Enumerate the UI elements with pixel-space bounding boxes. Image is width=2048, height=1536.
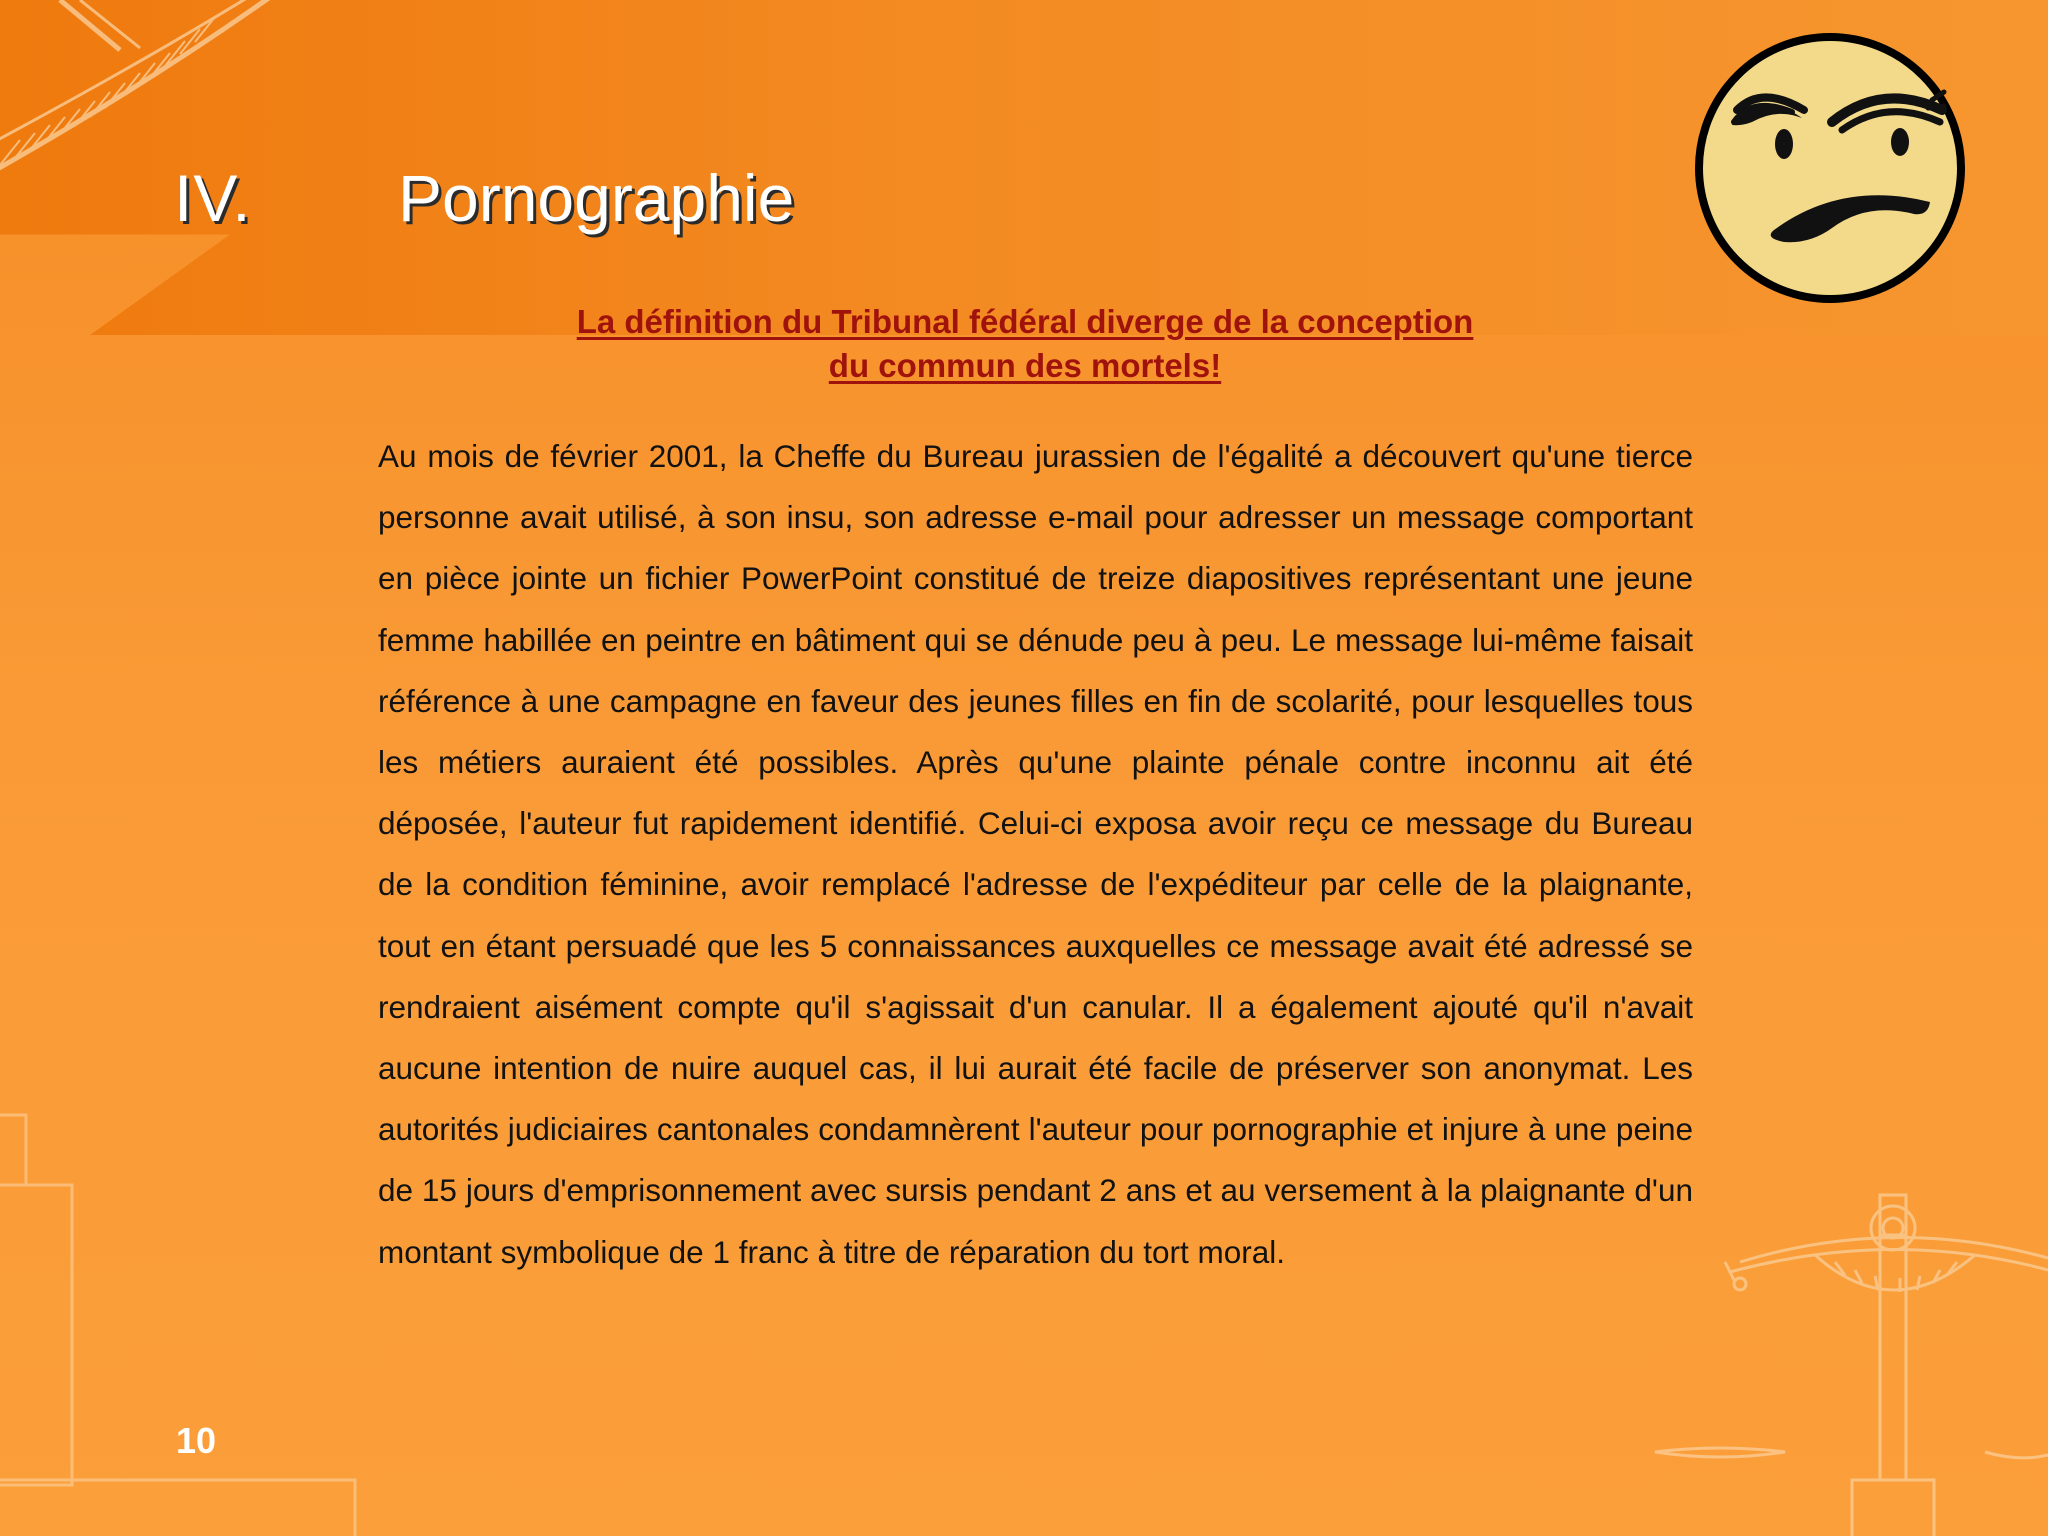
body-paragraph: Au mois de février 2001, la Cheffe du Bureau jurassien de l'égalité a découvert qu'une tierce personne avait utilisé, à son insu, son adresse e-mail pour adresser un message comportant en pièce jointe un fichier PowerPoint constitué de treize diapositives représentant une jeune femme habillée en peintre en bâtiment qui se dénude peu à peu. Le message lui-même faisait référence à une campagne en faveur des jeunes filles en fin de scolarité, pour lesquelles tous les métiers auraient été possibles. Après qu'une plainte pénale contre inconnu ait été déposée, l'auteur fut rapidement identifié. Celui-ci exposa avoir reçu ce message du Bureau de la condition féminine, avoir remplacé l'adresse de l'expéditeur par celle de la plaignante, tout en étant persuadé que les 5 connaissances auxquelles ce message avait été adressé se rendraient aisément compte qu'il s'agissait d'un canular. Il a également ajouté qu'il n'avait aucune intention de nuire auquel cas, il lui aurait été facile de préserver son anonymat. Les autorités judiciaires cantonales condamnèrent l'auteur pour pornographie et injure à une peine de 15 jours d'emprisonnement avec sursis pendant 2 ans et au versement à la plaignante d'un montant symbolique de 1 franc à titre de réparation du tort moral. [378,438,1693,1270]
scales-of-justice-icon [1655,1195,2048,1536]
section-number: IV. [174,161,252,235]
grumpy-face-icon [1692,30,1968,306]
slide-subtitle: La définition du Tribunal fédéral diverge de la conception du commun des mortels! [576,303,1474,384]
podium-outline-icon [0,1115,355,1536]
slide-title: Pornographie [398,161,795,235]
page-number: 10 [176,1420,217,1461]
